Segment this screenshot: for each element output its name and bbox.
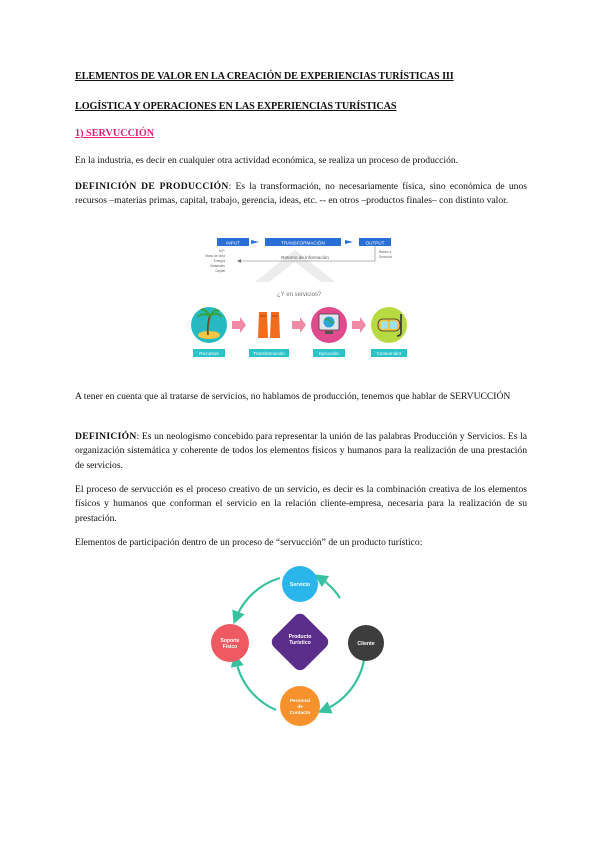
cycle-bottom-label: Personal de Contacto bbox=[289, 698, 311, 717]
document-title: ELEMENTOS DE VALOR EN LA CREACIÓN DE EXPERIENCIAS TURÍSTICAS III bbox=[75, 71, 454, 82]
paragraph-elements-intro: Elementos de participación dentro de un proceso de “servucción” de un producto turístico: bbox=[75, 537, 423, 548]
snorkel-mask-icon bbox=[371, 307, 407, 343]
cycle-node-right bbox=[348, 625, 384, 661]
cycle-left-label: Soporte Físico bbox=[220, 637, 240, 651]
paragraph-industry: En la industria, es decir en cualquier otra actividad económica, se realiza un proceso de producción. bbox=[75, 155, 459, 166]
flow-output-item: Bienes y bbox=[379, 250, 392, 254]
flow-input-label: INPUT bbox=[226, 240, 240, 246]
paragraph-servuccion-process: El proceso de servucción es el proceso creativo de un servicio, es decir es la combinación creativa de los elementos físicos y humanos que conforman el servicio en la relación cliente-empresa, necesaria para la realización de su prestación. bbox=[75, 484, 527, 524]
cycle-right-label: Cliente bbox=[357, 641, 375, 647]
flow-input-item: M.P. bbox=[218, 249, 225, 253]
servuccion-question: ¿Y en servicios? bbox=[277, 292, 322, 298]
globe-computer-icon bbox=[311, 307, 347, 343]
servuccion-elements-diagram bbox=[200, 560, 400, 730]
servuccion-definition-label: DEFINICIÓN bbox=[75, 431, 137, 442]
cycle-node-center bbox=[269, 611, 331, 673]
flow-input-item: Mano de obra bbox=[205, 254, 225, 258]
cycle-node-left bbox=[211, 624, 249, 662]
flippers-icon bbox=[251, 307, 287, 343]
paragraph-production-definition bbox=[75, 180, 527, 209]
paragraph-servuccion-definition bbox=[75, 430, 527, 473]
flow-input-item: Energía bbox=[213, 259, 225, 263]
flow-output-item: Servicios bbox=[379, 255, 392, 259]
cycle-top-label: Servicio bbox=[289, 582, 311, 588]
servuccion-step-label: Transformación bbox=[253, 351, 285, 356]
flow-feedback-label: Retorno de información bbox=[281, 255, 329, 260]
cycle-center-label: Producto Turístico bbox=[288, 633, 312, 647]
island-icon bbox=[191, 307, 227, 343]
cycle-node-bottom bbox=[280, 686, 320, 726]
flow-input-item: Capital bbox=[215, 269, 225, 273]
servuccion-infographic bbox=[188, 302, 414, 364]
section-heading: 1) SERVUCCIÓN bbox=[75, 128, 155, 139]
production-definition-text: : Es la transformación, no necesariamente física, sino económica de unos recursos –materias primas, capital, trabajo, gerencia, ideas, etc. -- en otros –productos finales– con distinto valor. bbox=[75, 181, 527, 207]
servuccion-step-label: Consumidor bbox=[376, 351, 402, 356]
servuccion-step-label: Recursos bbox=[199, 351, 219, 356]
paragraph-servuccion-intro: A tener en cuenta que al tratarse de servicios, no hablamos de producción, tenemos que hablar de SERVUCCIÓN bbox=[75, 391, 511, 402]
flow-input-item: Materiales bbox=[210, 264, 225, 268]
flow-output-label: OUTPUT bbox=[365, 240, 385, 246]
servuccion-step-label: Ejecución bbox=[319, 351, 339, 356]
production-flow-diagram bbox=[195, 232, 415, 284]
flow-transform-label: TRANSFORMACIÓN bbox=[281, 240, 325, 246]
production-definition-label: DEFINICIÓN DE PRODUCCIÓN bbox=[75, 181, 229, 192]
document-subtitle: LOGÍSTICA Y OPERACIONES EN LAS EXPERIENCIAS TURÍSTICAS bbox=[75, 101, 397, 112]
cycle-node-top bbox=[282, 566, 318, 602]
servuccion-definition-text: : Es un neologismo concebido para representar la unión de las palabras Producción y Servicios. Es la organización sistemática y coherente de todos los elementos físicos y humanos para la realización de una prestación de servicios. bbox=[75, 431, 527, 471]
